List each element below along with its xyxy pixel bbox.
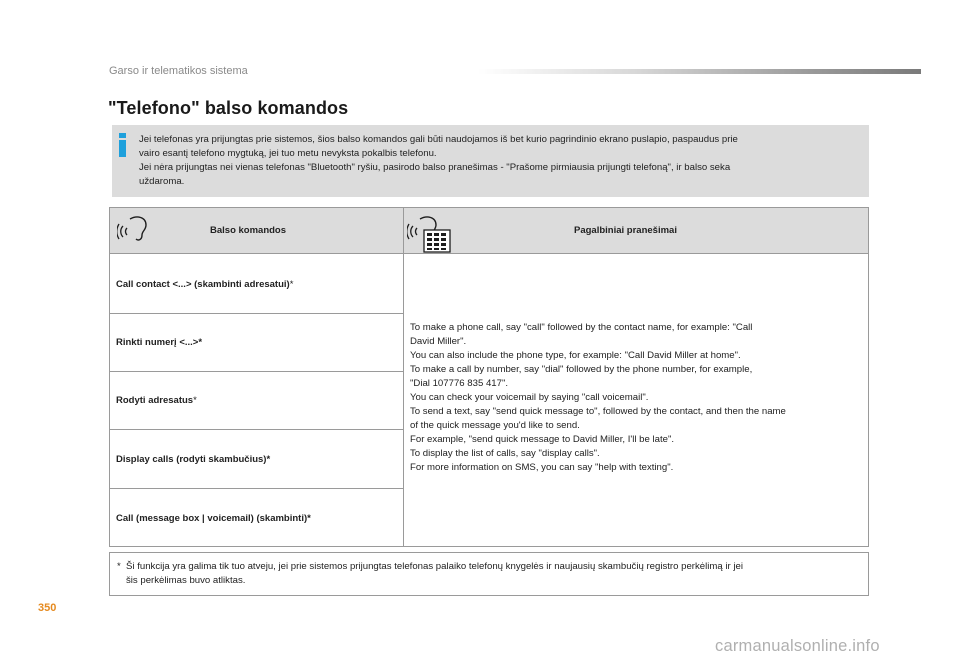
info-line: uždaroma. <box>139 176 185 187</box>
help-line: For example, "send quick message to David Miller, I'll be late". <box>410 434 675 445</box>
help-line: of the quick message you'd like to send. <box>410 420 580 431</box>
info-line: Jei nėra prijungtas nei vienas telefonas "Bluetooth" ryšiu, pasirodo balso pranešimas - "Prašome pirmiausia prijungti telefoną", ir balso seka <box>139 162 731 173</box>
page-number: 350 <box>38 602 57 614</box>
voice-help-keypad-icon <box>407 215 459 253</box>
info-line: Jei telefonas yra prijungtas prie sistemos, šios balso komandos gali būti naudojamos iš bet kurio pagrindinio ekrano puslapio, paspaudus prie <box>139 134 738 145</box>
command-row <box>110 489 403 546</box>
help-line: To send a text, say "send quick message to", followed by the contact, and then the name <box>410 406 786 417</box>
command-text: Rodyti adresatus* <box>116 395 197 406</box>
command-row <box>110 255 403 314</box>
column-header-help <box>404 208 868 254</box>
footnote-line: Ši funkcija yra galima tik tuo atveju, jei prie sistemos prijungtas telefonas palaiko telefonų knygelės ir naujausių skambučių registro perkėlimą ir jei <box>126 561 743 572</box>
help-line: To display the list of calls, say "display calls". <box>410 448 600 459</box>
running-header: Garso ir telematikos sistema <box>109 65 248 77</box>
column-header-help-label: Pagalbiniai pranešimai <box>574 225 677 236</box>
column-header-commands <box>110 208 403 254</box>
footnote-line: šis perkėlimas buvo atliktas. <box>126 575 246 586</box>
table-header <box>110 208 868 254</box>
command-text: Display calls (rodyti skambučius)* <box>116 454 271 465</box>
help-line: "Dial 107776 835 417". <box>410 378 509 389</box>
header-gradient-rule <box>478 69 921 74</box>
command-text: Call (message box | voicemail) (skambinti)* <box>116 513 311 524</box>
command-row <box>110 372 403 430</box>
command-row <box>110 430 403 489</box>
voice-commands-table <box>109 207 869 547</box>
column-divider <box>403 208 404 546</box>
help-line: To make a phone call, say "call" followed by the contact name, for example: "Call <box>410 322 753 333</box>
help-messages-text <box>410 321 860 475</box>
footnote-text <box>117 560 857 588</box>
watermark: carmanualsonline.info <box>715 637 880 655</box>
help-line: For more information on SMS, you can say "help with texting". <box>410 462 674 473</box>
help-line: You can also include the phone type, for example: "Call David Miller at home". <box>410 350 741 361</box>
command-text: Call contact <...> (skambinti adresatui)* <box>116 279 294 290</box>
info-icon <box>117 133 129 157</box>
help-line: To make a call by number, say "dial" followed by the phone number, for example, <box>410 364 753 375</box>
voice-command-icon <box>117 215 151 245</box>
help-line: David Miller". <box>410 336 467 347</box>
command-row <box>110 314 403 372</box>
footnote-marker: * <box>117 561 121 572</box>
info-box <box>112 125 869 197</box>
info-text <box>139 133 861 189</box>
help-line: You can check your voicemail by saying "call voicemail". <box>410 392 649 403</box>
footnote-box <box>109 552 869 596</box>
command-text: Rinkti numerį <...>* <box>116 337 203 348</box>
page-title: "Telefono" balso komandos <box>108 98 349 118</box>
info-line: vairo esantį telefono mygtuką, jei tuo metu nevyksta pokalbis telefonu. <box>139 148 437 159</box>
column-header-commands-label: Balso komandos <box>210 225 287 236</box>
